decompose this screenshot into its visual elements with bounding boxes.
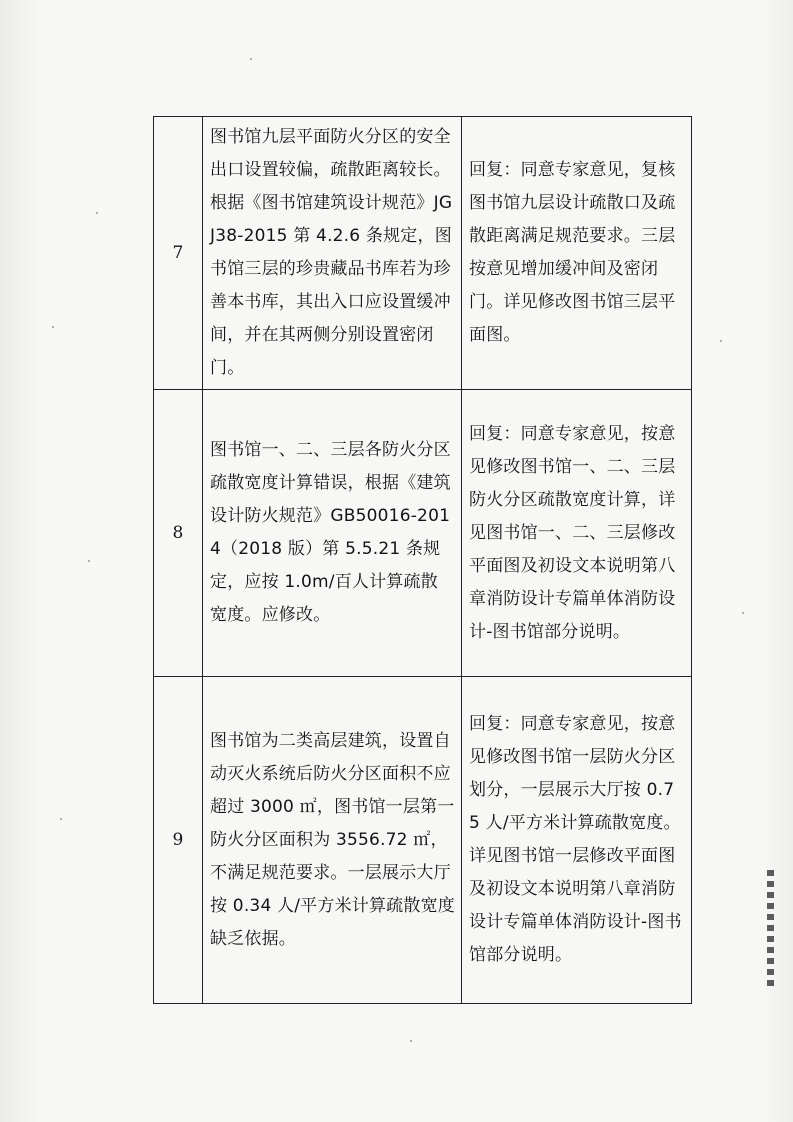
scan-speckle: [60, 818, 62, 820]
row-number: 7: [154, 117, 203, 390]
row-number: 8: [154, 390, 203, 677]
scan-speckle: [410, 1040, 412, 1042]
scan-speckle: [742, 612, 744, 614]
issue-text: 图书馆一、二、三层各防火分区疏散宽度计算错误，根据《建筑设计防火规范》GB50016-2014（2018 版）第 5.5.21 条规定，应按 1.0m/百人计算疏散宽度。应修改。: [203, 390, 462, 677]
scan-shadow-left: [0, 0, 40, 1122]
row-number: 9: [154, 677, 203, 1004]
scan-speckle: [88, 560, 90, 562]
table-row: [154, 117, 692, 390]
table-row: [154, 677, 692, 1004]
reply-text: 回复：同意专家意见，按意见修改图书馆一层防火分区划分，一层展示大厅按 0.75 人/平方米计算疏散宽度。详见图书馆一层修改平面图及初设文本说明第八章消防设计专篇单体消防设计-图书馆部分说明。: [462, 677, 692, 1004]
scan-speckle: [250, 58, 252, 60]
reply-text: 回复：同意专家意见，按意见修改图书馆一、二、三层防火分区疏散宽度计算，详见图书馆一、二、三层修改平面图及初设文本说明第八章消防设计专篇单体消防设计-图书馆部分说明。: [462, 390, 692, 677]
review-table: [153, 116, 692, 1004]
scan-speckle: [96, 212, 98, 214]
scan-speckle: [720, 340, 722, 342]
scan-speckle: [52, 326, 54, 328]
issue-text: 图书馆九层平面防火分区的安全出口设置较偏，疏散距离较长。根据《图书馆建筑设计规范》JGJ38-2015 第 4.2.6 条规定，图书馆三层的珍贵藏品书库若为珍善本书库，其出入口应设置缓冲间，并在其两侧分别设置密闭门。: [203, 117, 462, 390]
reply-text: 回复：同意专家意见，复核图书馆九层设计疏散口及疏散距离满足规范要求。三层按意见增加缓冲间及密闭门。详见修改图书馆三层平面图。: [462, 117, 692, 390]
scan-edge-mark: [767, 870, 774, 990]
table-row: [154, 390, 692, 677]
issue-text: 图书馆为二类高层建筑，设置自动灭火系统后防火分区面积不应超过 3000 ㎡，图书馆一层第一防火分区面积为 3556.72 ㎡，不满足规范要求。一层展示大厅按 0.34 人/平方米计算疏散宽度缺乏依据。: [203, 677, 462, 1004]
